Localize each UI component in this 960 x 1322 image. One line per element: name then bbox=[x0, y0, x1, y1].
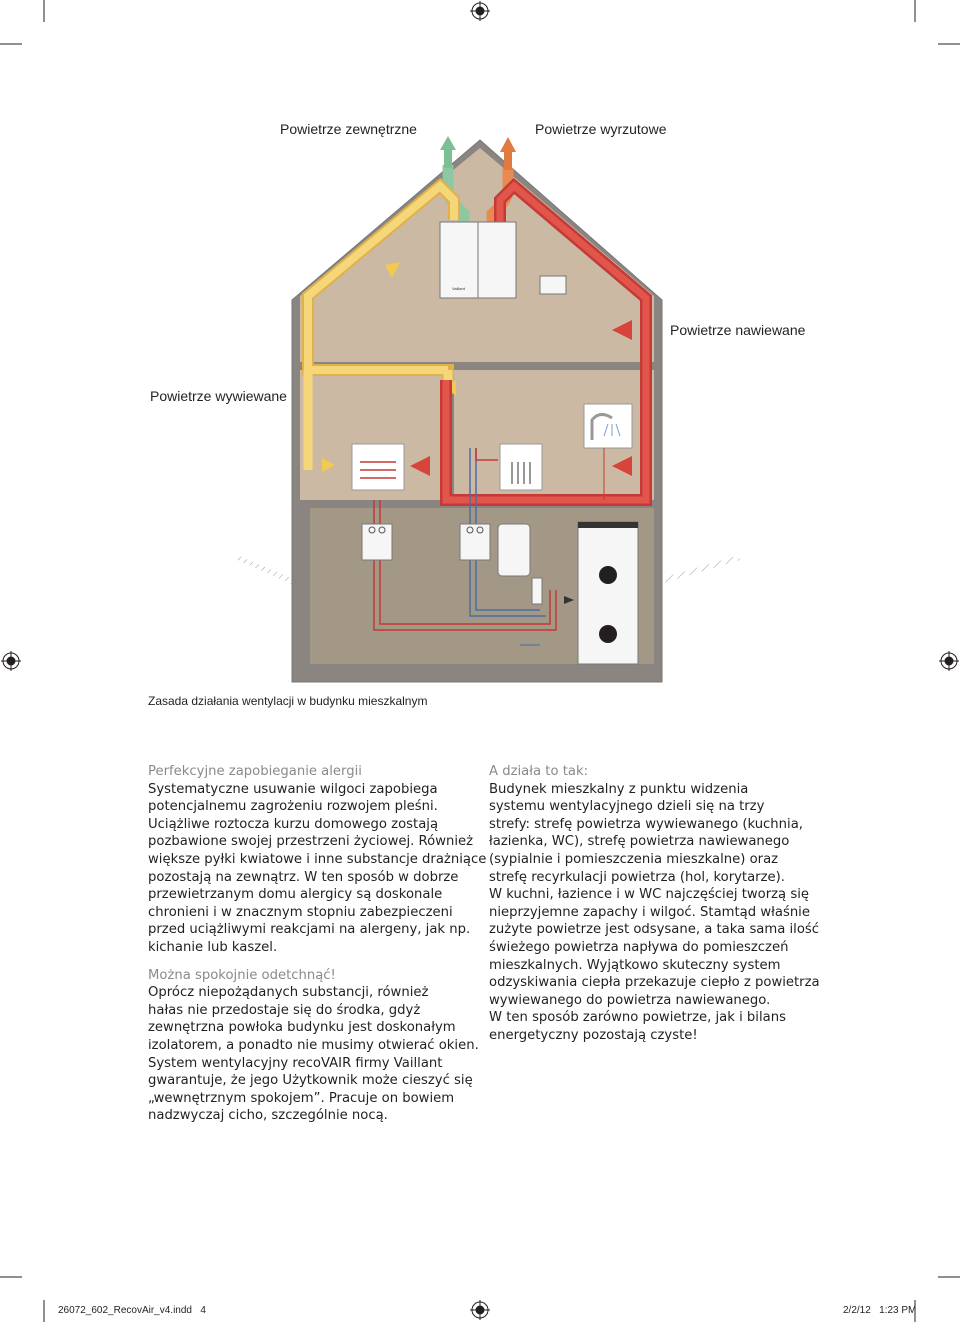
boiler-unit bbox=[498, 524, 530, 576]
line: kichanie lub kaszel. bbox=[148, 939, 278, 955]
line: przewietrzanym domu alergicy są doskonale bbox=[148, 887, 443, 903]
line: nadzwyczaj cicho, szczególnie nocą. bbox=[148, 1108, 388, 1124]
extract-air-label: Powietrze wywiewane bbox=[150, 388, 287, 404]
line: „wewnętrznym spokojem”. Pracuje on bowiem bbox=[148, 1090, 455, 1106]
line: systemu wentylacyjnego dzieli się na trzy bbox=[489, 799, 765, 815]
controller-display bbox=[540, 276, 566, 294]
footer-date-slug: 2/2/12 1:23 PM bbox=[843, 1305, 917, 1316]
line: chronieni i w znacznym stopniu zabezpieczeni bbox=[148, 904, 453, 920]
tank-port-upper bbox=[599, 566, 617, 584]
registration-mark-top bbox=[470, 1, 490, 21]
heading-breathe: Można spokojnie odetchnąć! bbox=[148, 967, 336, 983]
paragraph-breathe bbox=[148, 984, 488, 1125]
registration-mark-bottom bbox=[470, 1300, 490, 1320]
line: zewnętrzna powłoka budynku jest doskonałym bbox=[148, 1020, 456, 1036]
line: pozbawione swojej przestrzeni życiowej. Również bbox=[148, 834, 474, 850]
line: izolatorem, a ponadto nie musimy otwierać okien. bbox=[148, 1037, 479, 1053]
line: strefę recyrkulacji powietrza (hol, korytarze). bbox=[489, 869, 785, 885]
house-ventilation-diagram bbox=[225, 130, 775, 685]
expansion-vessel bbox=[532, 578, 542, 604]
line: hałas nie przedostaje się do środka, gdyż bbox=[148, 1002, 421, 1018]
floor-heating-icon bbox=[352, 444, 404, 490]
supply-air-label: Powietrze nawiewane bbox=[670, 322, 806, 338]
line: W ten sposób zarówno powietrze, jak i bilans bbox=[489, 1010, 786, 1026]
line: energetyczny pozostają czyste! bbox=[489, 1027, 698, 1043]
line: Systematyczne usuwanie wilgoci zapobiega bbox=[148, 781, 438, 797]
heat-pump-unit-2 bbox=[460, 524, 490, 560]
outdoor-air-label: Powietrze zewnętrzne bbox=[280, 121, 417, 137]
line: nieprzyjemne zapachy i wilgoć. Stamtąd właśnie bbox=[489, 904, 810, 920]
line: zużyte powietrze jest odsysane, a taka sama ilość bbox=[489, 922, 820, 938]
line: świeżego powietrza napływa do pomieszczeń bbox=[489, 939, 789, 955]
line: strefy: strefę powietrza wywiewanego (kuchnia, bbox=[489, 816, 803, 832]
exhaust-air-label: Powietrze wyrzutowe bbox=[535, 121, 667, 137]
heat-pump-unit-1 bbox=[362, 524, 392, 560]
line: przed uciążliwymi reakcjami na alergeny, jak np. bbox=[148, 922, 471, 938]
line: pozostają na zewnątrz. W ten sposób w dobrze bbox=[148, 869, 459, 885]
registration-mark-left bbox=[1, 651, 21, 671]
heading-how-it-works: A działa to tak: bbox=[489, 764, 589, 779]
line: odzyskiwania ciepła przekazuje ciepło z powietrza bbox=[489, 975, 820, 991]
left-column bbox=[148, 763, 488, 1125]
paragraph-allergy bbox=[148, 781, 488, 957]
footer-file-slug: 26072_602_RecovAir_v4.indd 4 bbox=[58, 1305, 206, 1316]
line: gwarantuje, że jego Użytkownik może cieszyć się bbox=[148, 1073, 473, 1089]
right-column bbox=[489, 763, 829, 1045]
tank-port-lower bbox=[599, 625, 617, 643]
diagram-caption: Zasada działania wentylacji w budynku mieszkalnym bbox=[148, 694, 428, 708]
line: Uciążliwe roztocza kurzu domowego zostają bbox=[148, 816, 439, 832]
line: mieszkalnych. Wyjątkowo skuteczny system bbox=[489, 957, 781, 973]
paragraph-how-it-works bbox=[489, 781, 829, 1045]
line: Budynek mieszkalny z punktu widzenia bbox=[489, 781, 749, 797]
line: System wentylacyjny recoVAIR firmy Vaillant bbox=[148, 1055, 443, 1071]
line: Oprócz niepożądanych substancji, również bbox=[148, 985, 429, 1001]
line: większe pyłki kwiatowe i inne substancje drażniące bbox=[148, 851, 487, 867]
line: potencjalnemu zagrożeniu rozwojem pleśni. bbox=[148, 799, 438, 815]
line: wywiewanego do powietrza nawiewanego. bbox=[489, 992, 771, 1008]
line: W kuchni, łazience i w WC najczęściej tworzą się bbox=[489, 887, 809, 903]
brand-label: Vaillant bbox=[452, 286, 465, 291]
radiator-icon bbox=[500, 444, 542, 490]
line: (sypialnie i pomieszczenia mieszkalne) oraz bbox=[489, 851, 779, 867]
registration-mark-right bbox=[939, 651, 959, 671]
heading-allergy: Perfekcyjne zapobieganie alergii bbox=[148, 764, 362, 779]
line: łazienka, WC), strefę powietrza nawiewanego bbox=[489, 834, 790, 850]
